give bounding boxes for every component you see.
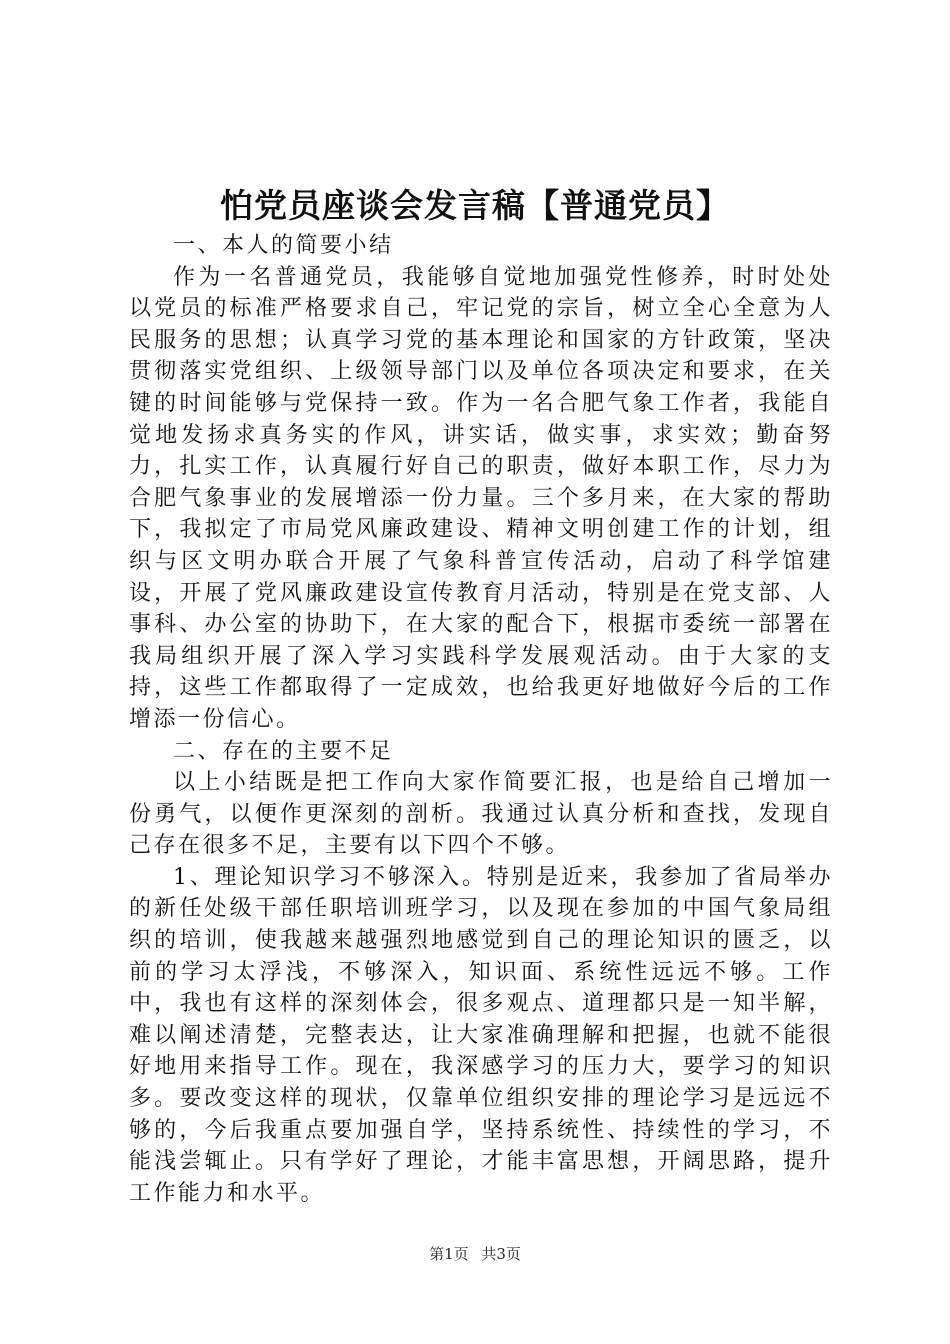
page-number: 第1页 (429, 1245, 469, 1263)
document-body (129, 230, 833, 1209)
paragraph-shortcomings-intro: 以上小结既是把工作向大家作简要汇报，也是给自己增加一份勇气，以便作更深刻的剖析。我通过认真分析和查找，发现自己存在很多不足，主要有以下四个不够。 (129, 770, 833, 859)
paragraph-shortcoming-1: 1、理论知识学习不够深入。特别是近来，我参加了省局举办的新任处级干部任职培训班学习，以及现在参加的中国气象局组织的培训，使我越来越强烈地感觉到自己的理论知识的匮乏，以前的学习太浮浅，不够深入，知识面、系统性远远不够。工作中，我也有这样的深刻体会，很多观点、道理都只是一知半解，难以阐述清楚，完整表达，让大家准确理解和把握，也就不能很好地用来指导工作。现在，我深感学习的压力大，要学习的知识多。要改变这样的现状，仅靠单位组织安排的理论学习是远远不够的，今后我重点要加强自学，坚持系统性、持续性的学习，不能浅尝辄止。只有学好了理论，才能丰富思想，开阔思路，提升工作能力和水平。 (129, 864, 833, 1206)
section-heading-shortcomings: 二、存在的主要不足 (173, 738, 394, 764)
page-footer (0, 1244, 950, 1264)
section-heading-summary: 一、本人的简要小结 (173, 233, 394, 258)
page-total: 共3页 (481, 1245, 521, 1263)
document-title: 怕党员座谈会发言稿【普通党员】 (220, 186, 730, 225)
paragraph-summary: 作为一名普通党员，我能够自觉地加强党性修养，时时处处以党员的标准严格要求自己，牢记党的宗旨，树立全心全意为人民服务的思想；认真学习党的基本理论和国家的方针政策，坚决贯彻落实党组织、上级领导部门以及单位各项决定和要求，在关键的时间能够与党保持一致。作为一名合肥气象工作者，我能自觉地发扬求真务实的作风，讲实话，做实事，求实效；勤奋努力，扎实工作，认真履行好自己的职责，做好本职工作，尽力为合肥气象事业的发展增添一份力量。三个多月来，在大家的帮助下，我拟定了市局党风廉政建设、精神文明创建工作的计划，组织与区文明办联合开展了气象科普宣传活动，启动了科学馆建设，开展了党风廉政建设宣传教育月活动，特别是在党支部、人事科、办公室的协助下，在大家的配合下，根据市委统一部署在我局组织开展了深入学习实践科学发展观活动。由于大家的支持，这些工作都取得了一定成效，也给我更好地做好今后的工作增添一份信心。 (129, 264, 833, 732)
